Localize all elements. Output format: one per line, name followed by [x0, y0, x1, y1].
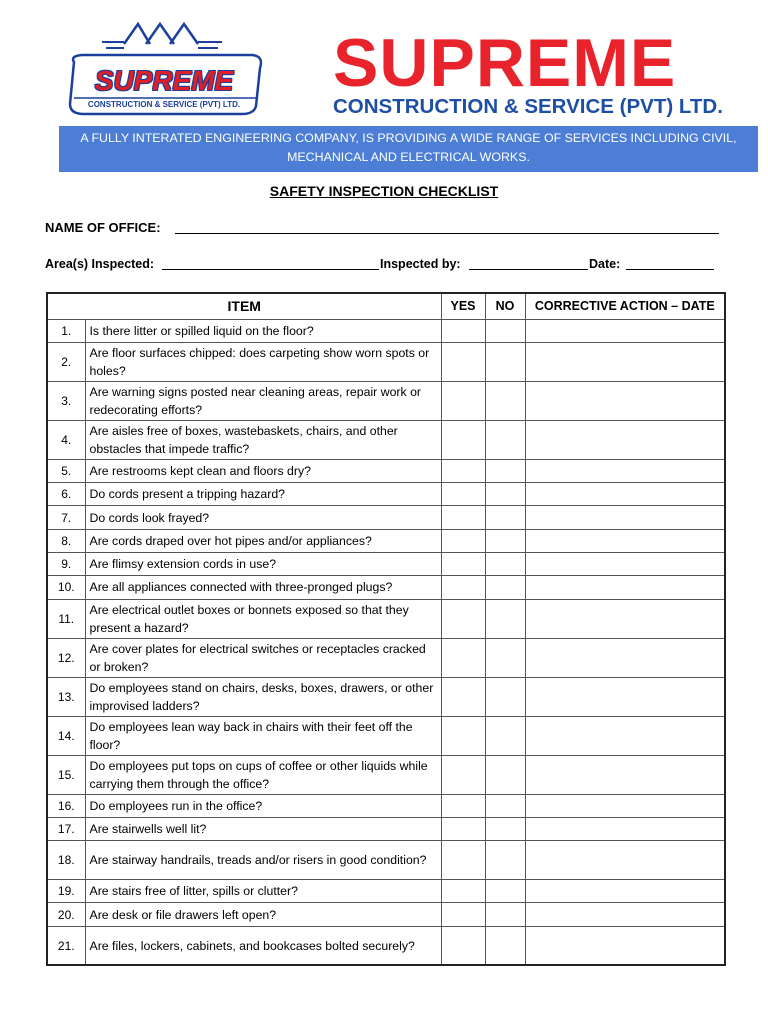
no-cell[interactable]: [485, 529, 525, 552]
row-question: Are aisles free of boxes, wastebaskets, chairs, and other obstacles that impede traffic?: [85, 420, 441, 459]
no-cell[interactable]: [485, 483, 525, 506]
table-row: [47, 903, 725, 926]
corrective-action-cell[interactable]: [525, 420, 725, 459]
corrective-action-cell[interactable]: [525, 599, 725, 638]
row-number: 14.: [47, 716, 85, 755]
row-question: Do employees stand on chairs, desks, boxes, drawers, or other improvised ladders?: [85, 677, 441, 716]
no-cell[interactable]: [485, 817, 525, 840]
no-cell[interactable]: [485, 677, 525, 716]
yes-cell[interactable]: [441, 794, 485, 817]
yes-cell[interactable]: [441, 817, 485, 840]
corrective-action-cell[interactable]: [525, 903, 725, 926]
no-cell[interactable]: [485, 755, 525, 794]
no-cell[interactable]: [485, 638, 525, 677]
date-label: Date:: [589, 257, 621, 271]
yes-cell[interactable]: [441, 342, 485, 381]
row-number: 18.: [47, 841, 85, 880]
table-row: [47, 552, 725, 575]
row-number: 3.: [47, 381, 85, 420]
row-number: 11.: [47, 599, 85, 638]
row-question: Are all appliances connected with three-pronged plugs?: [85, 576, 441, 599]
inspected-by-label: Inspected by:: [380, 257, 461, 271]
row-question: Are cords draped over hot pipes and/or appliances?: [85, 529, 441, 552]
row-question: Are electrical outlet boxes or bonnets exposed so that they present a hazard?: [85, 599, 441, 638]
header-yes: YES: [441, 293, 485, 319]
row-question: Are flimsy extension cords in use?: [85, 552, 441, 575]
row-number: 5.: [47, 459, 85, 482]
table-row: [47, 420, 725, 459]
row-question: Are stairway handrails, treads and/or risers in good condition?: [85, 841, 441, 880]
yes-cell[interactable]: [441, 529, 485, 552]
tagline-banner: [59, 126, 758, 172]
table-row: [47, 880, 725, 903]
no-cell[interactable]: [485, 599, 525, 638]
row-question: Is there litter or spilled liquid on the floor?: [85, 319, 441, 342]
row-number: 17.: [47, 817, 85, 840]
yes-cell[interactable]: [441, 552, 485, 575]
logo-subtitle: CONSTRUCTION & SERVICE (PVT) LTD.: [87, 100, 241, 109]
yes-cell[interactable]: [441, 576, 485, 599]
table-row: [47, 483, 725, 506]
yes-cell[interactable]: [441, 716, 485, 755]
corrective-action-cell[interactable]: [525, 755, 725, 794]
yes-cell[interactable]: [441, 599, 485, 638]
table-row: [47, 794, 725, 817]
yes-cell[interactable]: [441, 841, 485, 880]
no-cell[interactable]: [485, 903, 525, 926]
yes-cell[interactable]: [441, 677, 485, 716]
no-cell[interactable]: [485, 381, 525, 420]
row-number: 7.: [47, 506, 85, 529]
row-number: 19.: [47, 880, 85, 903]
yes-cell[interactable]: [441, 638, 485, 677]
table-row: [47, 638, 725, 677]
table-row: [47, 342, 725, 381]
tagline-line-2: MECHANICAL AND ELECTRICAL WORKS.: [287, 150, 530, 164]
row-question: Are stairs free of litter, spills or clutter?: [85, 880, 441, 903]
tagline-line-1: A FULLY INTERATED ENGINEERING COMPANY, IS PROVIDING A WIDE RANGE OF SERVICES INCLUDING CIVIL,: [80, 131, 737, 145]
row-question: Are stairwells well lit?: [85, 817, 441, 840]
no-cell[interactable]: [485, 716, 525, 755]
table-row: [47, 677, 725, 716]
row-number: 10.: [47, 576, 85, 599]
row-number: 13.: [47, 677, 85, 716]
checklist-table: [46, 292, 726, 966]
table-row: [47, 755, 725, 794]
yes-cell[interactable]: [441, 381, 485, 420]
row-question: Do cords look frayed?: [85, 506, 441, 529]
no-cell[interactable]: [485, 794, 525, 817]
corrective-action-cell[interactable]: [525, 381, 725, 420]
corrective-action-cell[interactable]: [525, 483, 725, 506]
table-row: [47, 817, 725, 840]
yes-cell[interactable]: [441, 506, 485, 529]
row-question: Are floor surfaces chipped: does carpeting show worn spots or holes?: [85, 342, 441, 381]
row-number: 6.: [47, 483, 85, 506]
header-no: NO: [485, 293, 525, 319]
row-number: 15.: [47, 755, 85, 794]
row-number: 8.: [47, 529, 85, 552]
corrective-action-cell[interactable]: [525, 817, 725, 840]
row-number: 12.: [47, 638, 85, 677]
row-number: 9.: [47, 552, 85, 575]
table-row: [47, 381, 725, 420]
row-number: 21.: [47, 926, 85, 965]
row-number: 1.: [47, 319, 85, 342]
row-number: 20.: [47, 903, 85, 926]
office-field[interactable]: [175, 233, 719, 234]
table-row: [47, 529, 725, 552]
table-row: [47, 841, 725, 880]
no-cell[interactable]: [485, 880, 525, 903]
corrective-action-cell[interactable]: [525, 841, 725, 880]
date-field[interactable]: [626, 269, 714, 270]
corrective-action-cell[interactable]: [525, 880, 725, 903]
header-item: ITEM: [47, 293, 441, 319]
table-row: [47, 459, 725, 482]
corrective-action-cell[interactable]: [525, 552, 725, 575]
row-question: Do cords present a tripping hazard?: [85, 483, 441, 506]
table-row: [47, 599, 725, 638]
row-question: Do employees put tops on cups of coffee or other liquids while carrying them through the office?: [85, 755, 441, 794]
yes-cell[interactable]: [441, 459, 485, 482]
form-title: SAFETY INSPECTION CHECKLIST: [269, 183, 499, 199]
inspected-by-field[interactable]: [469, 269, 588, 270]
table-row: [47, 506, 725, 529]
logo-name: SUPREME: [94, 65, 234, 96]
no-cell[interactable]: [485, 552, 525, 575]
table-header-row: [47, 293, 725, 319]
corrective-action-cell[interactable]: [525, 506, 725, 529]
no-cell[interactable]: [485, 420, 525, 459]
company-subtitle: CONSTRUCTION & SERVICE (PVT) LTD.: [333, 95, 723, 118]
no-cell[interactable]: [485, 841, 525, 880]
company-name: SUPREME: [333, 25, 677, 101]
yes-cell[interactable]: [441, 903, 485, 926]
no-cell[interactable]: [485, 926, 525, 965]
row-number: 4.: [47, 420, 85, 459]
office-label: NAME OF OFFICE:: [45, 220, 161, 235]
yes-cell[interactable]: [441, 483, 485, 506]
no-cell[interactable]: [485, 576, 525, 599]
no-cell[interactable]: [485, 319, 525, 342]
no-cell[interactable]: [485, 459, 525, 482]
yes-cell[interactable]: [441, 755, 485, 794]
yes-cell[interactable]: [441, 319, 485, 342]
corrective-action-cell[interactable]: [525, 638, 725, 677]
row-question: Are files, lockers, cabinets, and bookcases bolted securely?: [85, 926, 441, 965]
corrective-action-cell[interactable]: [525, 459, 725, 482]
areas-label: Area(s) Inspected:: [45, 257, 155, 271]
corrective-action-cell[interactable]: [525, 794, 725, 817]
corrective-action-cell[interactable]: [525, 926, 725, 965]
row-question: Are desk or file drawers left open?: [85, 903, 441, 926]
row-question: Are restrooms kept clean and floors dry?: [85, 459, 441, 482]
no-cell[interactable]: [485, 506, 525, 529]
table-row: [47, 319, 725, 342]
yes-cell[interactable]: [441, 926, 485, 965]
row-number: 16.: [47, 794, 85, 817]
row-question: Are cover plates for electrical switches or receptacles cracked or broken?: [85, 638, 441, 677]
corrective-action-cell[interactable]: [525, 576, 725, 599]
corrective-action-cell[interactable]: [525, 716, 725, 755]
areas-field[interactable]: [162, 269, 379, 270]
corrective-action-cell[interactable]: [525, 677, 725, 716]
corrective-action-cell[interactable]: [525, 342, 725, 381]
table-row: [47, 716, 725, 755]
table-row: [47, 576, 725, 599]
row-question: Do employees run in the office?: [85, 794, 441, 817]
corrective-action-cell[interactable]: [525, 529, 725, 552]
row-number: 2.: [47, 342, 85, 381]
header-corrective-action: CORRECTIVE ACTION – DATE: [525, 293, 725, 319]
corrective-action-cell[interactable]: [525, 319, 725, 342]
yes-cell[interactable]: [441, 420, 485, 459]
row-question: Are warning signs posted near cleaning areas, repair work or redecorating efforts?: [85, 381, 441, 420]
row-question: Do employees lean way back in chairs with their feet off the floor?: [85, 716, 441, 755]
table-row: [47, 926, 725, 965]
company-logo: [62, 22, 266, 118]
yes-cell[interactable]: [441, 880, 485, 903]
no-cell[interactable]: [485, 342, 525, 381]
